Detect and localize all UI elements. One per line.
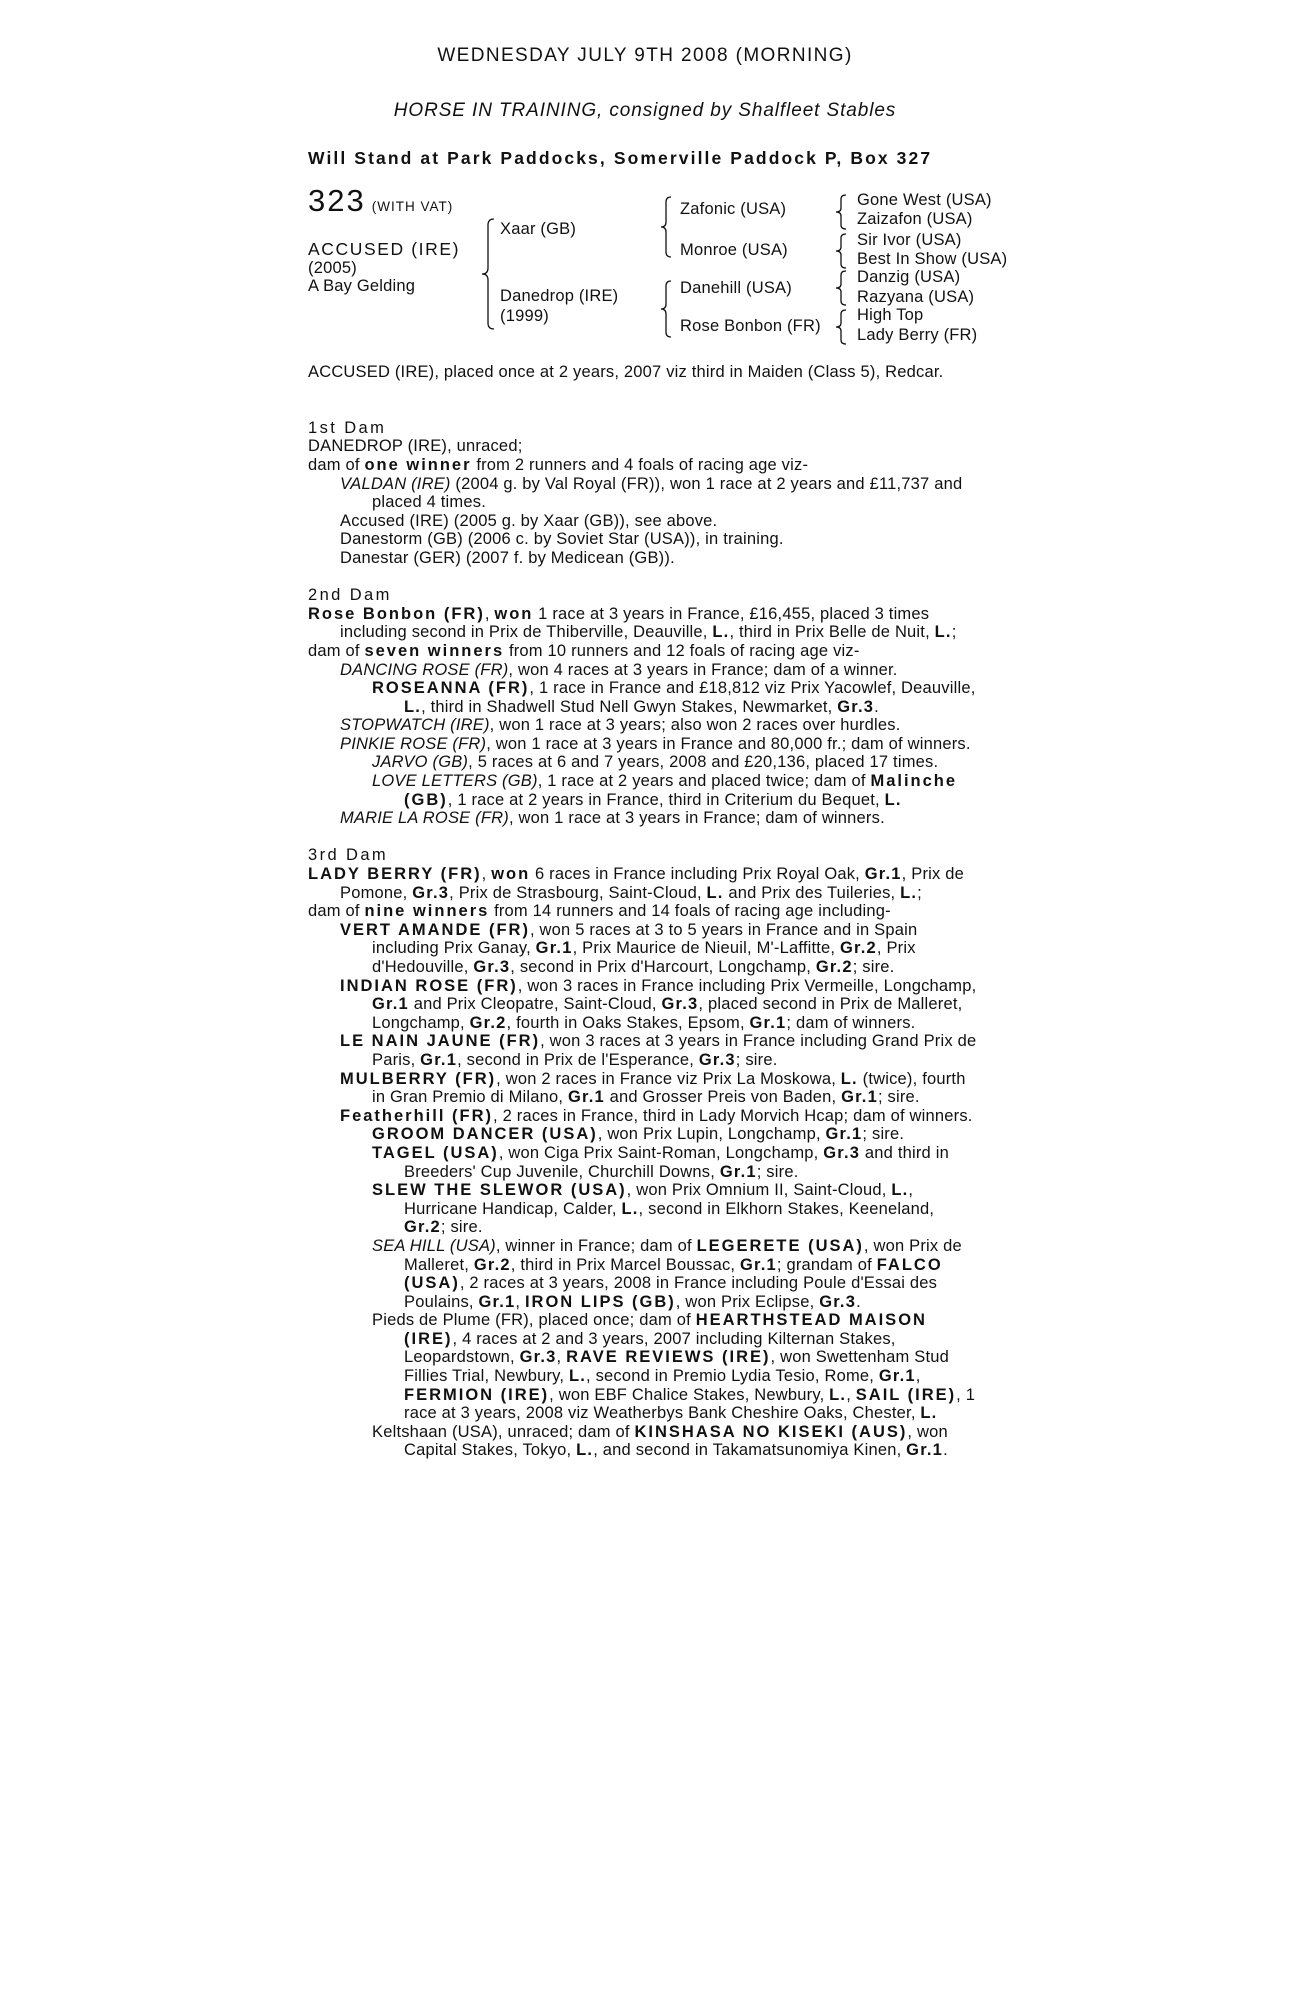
- pedigree-brace-g2: [834, 233, 848, 269]
- third-dam-grandoffspring: TAGEL (USA), won Ciga Prix Saint-Roman, Longchamp, Gr.3 and third in Breeders' Cup Juvenile, Churchill Downs, Gr.1; sire.: [372, 1143, 949, 1181]
- horse-description: A Bay Gelding: [308, 277, 416, 296]
- third-dam-offspring: VERT AMANDE (FR), won 5 races at 3 to 5 years in France and in Spain including Prix Ganay, Gr.1, Prix Maurice de Nieuil, M'-Laffitte, Gr.2, Prix d'Hedouville, Gr.3, second in Prix d'Harcourt, Longchamp, Gr.2; sire.: [340, 920, 918, 976]
- third-dam-grandoffspring: GROOM DANCER (USA), won Prix Lupin, Longchamp, Gr.1; sire.: [372, 1125, 905, 1144]
- first-dam-produce-line: dam of one winner from 2 runners and 4 foals of racing age viz-: [308, 455, 809, 474]
- first-dam-offspring: Danestorm (GB) (2006 c. by Soviet Star (USA)), in training.: [340, 530, 784, 549]
- second-dam-offspring: MARIE LA ROSE (FR), won 1 race at 3 years in France; dam of winners.: [340, 809, 885, 828]
- first-dam-line: DANEDROP (IRE), unraced;: [308, 437, 523, 456]
- pedigree-brace-g4: [834, 309, 848, 345]
- pedigree-gen3-2: Zaizafon (USA): [857, 210, 973, 228]
- pedigree-brace-dam: [659, 280, 673, 338]
- second-dam-offspring: DANCING ROSE (FR), won 4 races at 3 years in France; dam of a winner.: [340, 660, 898, 679]
- second-dam-produce-line: dam of seven winners from 10 runners and 12 foals of racing age viz-: [308, 641, 860, 660]
- lot-number-block: [308, 183, 454, 218]
- pedigree-sire: Xaar (GB): [500, 220, 577, 238]
- first-dam-offspring: Accused (IRE) (2005 g. by Xaar (GB)), see above.: [340, 511, 718, 530]
- pedigree-gen3-8: Lady Berry (FR): [857, 326, 978, 344]
- first-dam-offspring: VALDAN (IRE) (2004 g. by Val Royal (FR)), won 1 race at 2 years and £11,737 and placed 4 times.: [340, 474, 963, 512]
- pedigree-brace-main: [480, 218, 496, 330]
- third-dam-grandoffspring: SEA HILL (USA), winner in France; dam of LEGERETE (USA), won Prix de Malleret, Gr.2, third in Prix Marcel Boussac, Gr.1; grandam of FALCO (USA), 2 races at 3 years, 2008 in France including Poule d'Essai des Poulains, Gr.1, IRON LIPS (GB), won Prix Eclipse, Gr.3.: [372, 1236, 962, 1311]
- race-record-body: [308, 363, 978, 1460]
- pedigree-dam-dam: Rose Bonbon (FR): [680, 317, 821, 335]
- horse-name: ACCUSED (IRE): [308, 239, 461, 259]
- horse-year: (2005): [308, 258, 357, 277]
- vat-note: (WITH VAT): [371, 199, 454, 214]
- stand-location: Will Stand at Park Paddocks, Somerville Paddock P, Box 327: [308, 148, 933, 168]
- pedigree-gen3-1: Gone West (USA): [857, 191, 992, 209]
- pedigree-brace-g3: [834, 270, 848, 306]
- pedigree-gen3-5: Danzig (USA): [857, 268, 961, 286]
- third-dam-grandoffspring: SLEW THE SLEWOR (USA), won Prix Omnium II, Saint-Cloud, L., Hurricane Handicap, Calder, L., second in Elkhorn Stakes, Keeneland, Gr.2; sire.: [372, 1181, 935, 1237]
- pedigree-sire-sire: Zafonic (USA): [680, 200, 787, 218]
- lot-number: 323: [308, 183, 366, 218]
- pedigree-brace-sire: [659, 196, 673, 258]
- third-dam-line: LADY BERRY (FR), won 6 races in France including Prix Royal Oak, Gr.1, Prix de Pomone, Gr.3, Prix de Strasbourg, Saint-Cloud, L. and Prix des Tuileries, L.;: [308, 865, 964, 902]
- consignment-line: HORSE IN TRAINING, consigned by Shalfleet Stables: [393, 100, 897, 121]
- second-dam-line: Rose Bonbon (FR), won 1 race at 3 years in France, £16,455, placed 3 times including second in Prix de Thiberville, Deauville, L., third in Prix Belle de Nuit, L.;: [308, 604, 957, 642]
- third-dam-grandoffspring: Pieds de Plume (FR), placed once; dam of HEARTHSTEAD MAISON (IRE), 4 races at 2 and 3 years, 2007 including Kilternan Stakes, Leopardstown, Gr.3, RAVE REVIEWS (IRE), won Swettenham Stud Fillies Trial, Newbury, L., second in Premio Lydia Tesio, Rome, Gr.1, FERMION (IRE), won EBF Chalice Stakes, Newbury, L., SAIL (IRE), 1 race at 3 years, 2008 viz Weatherbys Bank Cheshire Oaks, Chester, L.: [372, 1311, 976, 1423]
- first-dam-heading: 1st Dam: [308, 418, 387, 437]
- third-dam-grandoffspring: Keltshaan (USA), unraced; dam of KINSHASA NO KISEKI (AUS), won Capital Stakes, Tokyo, L., and second in Takamatsunomiya Kinen, Gr.1.: [372, 1422, 948, 1460]
- third-dam-offspring: INDIAN ROSE (FR), won 3 races in France including Prix Vermeille, Longchamp, Gr.1 and Prix Cleopatre, Saint-Cloud, Gr.3, placed second in Prix de Malleret, Longchamp, Gr.2, fourth in Oaks Stakes, Epsom, Gr.1; dam of winners.: [340, 976, 977, 1032]
- second-dam-offspring: STOPWATCH (IRE), won 1 race at 3 years; also won 2 races over hurdles.: [340, 716, 901, 735]
- pedigree-gen3-6: Razyana (USA): [857, 288, 975, 306]
- third-dam-produce-line: dam of nine winners from 14 runners and 14 foals of racing age including-: [308, 902, 891, 921]
- third-dam-offspring: LE NAIN JAUNE (FR), won 3 races at 3 years in France including Grand Prix de Paris, Gr.1, second in Prix de l'Esperance, Gr.3; sire.: [340, 1032, 977, 1069]
- first-dam-offspring: Danestar (GER) (2007 f. by Medicean (GB)).: [340, 548, 675, 567]
- second-dam-heading: 2nd Dam: [308, 586, 392, 605]
- second-dam-offspring: PINKIE ROSE (FR), won 1 race at 3 years in France and 80,000 fr.; dam of winners.: [340, 734, 971, 753]
- pedigree-dam: Danedrop (IRE): [500, 287, 619, 305]
- sale-date-heading: WEDNESDAY JULY 9TH 2008 (MORNING): [437, 45, 853, 66]
- second-dam-grandoffspring: ROSEANNA (FR), 1 race in France and £18,812 viz Prix Yacowlef, Deauville, L., third in Shadwell Stud Nell Gwyn Stakes, Newmarket, Gr.3.: [372, 679, 976, 716]
- pedigree-sire-dam: Monroe (USA): [680, 241, 788, 259]
- pedigree-dam-year: (1999): [500, 307, 549, 325]
- third-dam-offspring: Featherhill (FR), 2 races in France, third in Lady Morvich Hcap; dam of winners.: [340, 1106, 973, 1125]
- third-dam-heading: 3rd Dam: [308, 846, 389, 865]
- third-dam-offspring: MULBERRY (FR), won 2 races in France viz Prix La Moskowa, L. (twice), fourth in Gran Premio di Milano, Gr.1 and Grosser Preis von Baden, Gr.1; sire.: [340, 1069, 966, 1107]
- horse-identity: [308, 240, 460, 296]
- second-dam-grandoffspring: LOVE LETTERS (GB), 1 race at 2 years and placed twice; dam of Malinche (GB), 1 race at 2 years in France, third in Criterium du Bequet, L.: [372, 772, 958, 809]
- pedigree-dam-sire: Danehill (USA): [680, 279, 792, 297]
- pedigree-gen3-7: High Top: [857, 306, 924, 324]
- pedigree-brace-g1: [834, 194, 848, 230]
- performance-summary: ACCUSED (IRE), placed once at 2 years, 2007 viz third in Maiden (Class 5), Redcar.: [308, 363, 944, 381]
- pedigree-gen3-3: Sir Ivor (USA): [857, 231, 962, 249]
- pedigree-gen3-4: Best In Show (USA): [857, 250, 1008, 268]
- second-dam-grandoffspring: JARVO (GB), 5 races at 6 and 7 years, 2008 and £20,136, placed 17 times.: [372, 753, 939, 772]
